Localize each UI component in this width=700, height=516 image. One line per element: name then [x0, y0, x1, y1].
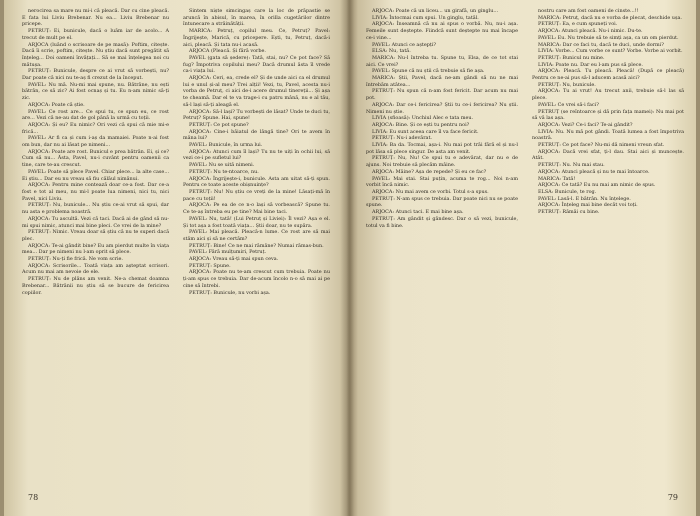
dialogue-paragraph: PAVEL: Mai stai. Stai puțin, acuma te rog... Noi n-am vorbit încă nimic.	[366, 175, 518, 189]
page-number-left: 78	[28, 493, 39, 502]
dialogue-paragraph: ARJOCA (Pleacă. Și fără vorbe.	[189, 48, 266, 55]
book-edge-right	[696, 0, 700, 516]
dialogue-paragraph: ARJOCA: Vreau să-ți mai spun ceva.	[189, 256, 279, 263]
dialogue-paragraph: ARJOCA: Atunci taci. E mai bine așa.	[372, 209, 464, 216]
dialogue-paragraph: PAVEL: Poate să plece Pavel. Chiar plece... la alte case... Ei știu... Dar eu nu vreau să fiu călăul nimănui.	[22, 168, 169, 182]
dialogue-paragraph: ARJOCA: Să-l lași? Tu vorbești de lăsat? Unde te duci tu, Petruț? Spune. Hai, spune!	[183, 108, 330, 122]
dialogue-paragraph: LIVIA: Întocmai cum spui. Un ginglu, tatăl.	[372, 14, 479, 21]
dialogue-paragraph: PAVEL: Ce rost are... Ce spui tu, ce spun eu, ce rost are... Vezi că ne-au dat de gol până la urmă cu toții.	[22, 108, 169, 122]
dialogue-paragraph: MARICA: Dar ce faci tu, dacă te duci, unde dormi?	[538, 41, 664, 48]
dialogue-paragraph: ARJOCA: Cine-i băiatul de lângă tine? Ori te avem în mâna lui?	[183, 128, 330, 142]
left-page-column-1	[22, 8, 169, 480]
dialogue-paragraph: PETRUȚ: Nu-ți fie frică. Ne vom scrie.	[28, 256, 123, 263]
dialogue-paragraph: ARJOCA: Atunci cum îl lași? Tu nu te uiți în ochii lui, să vezi ce-i pe sufletul lui?	[183, 148, 330, 162]
dialogue-paragraph: ARJOCA: Atunci pleacă. Nu-i nimic. Du-te.	[538, 28, 643, 35]
dialogue-paragraph: ARJOCA: Poate nu te-am crescut cum trebuia. Poate nu ți-am spus ce trebuia. Dar de-acum încolo n-o să mai ai pe cine să întrebi.	[183, 269, 330, 289]
dialogue-paragraph: PAVEL: Eu. Nu trebuie să te simți așa, ca un om pierdut.	[538, 34, 679, 41]
dialogue-paragraph: PETRUȚ: Nu! Nu știu ce vreți de la mine! Lăsați-mă în pace cu toții!	[183, 188, 330, 202]
dialogue-paragraph: PETRUȚ: Nu, Nu! Ce spui tu e adevărat, dar nu e de ajuns. Noi trebuie să plecăm mâine.	[366, 155, 518, 169]
dialogue-paragraph: ARJOCA: Tu ai vrut! Au trecut anii, trebuie să-l las să plece.	[532, 88, 684, 102]
dialogue-paragraph: PETRUȚ: Nu, bunicule.	[538, 81, 596, 88]
dialogue-paragraph: PAVEL: Nu mă. Nu-mi mai spune, nu. Bătrâne, nu ești bătrân, ce să zic? Ai fost ocnaș și tu. Eu n-am nimic să-ți zic.	[22, 81, 169, 102]
dialogue-paragraph: PETRUȚ: Ce pot face? Nu-mi dă nimeni vreun sfat.	[538, 142, 665, 149]
dialogue-paragraph: PAVEL: Atunci ce aștepți?	[372, 41, 437, 48]
dialogue-paragraph: PETRUȚ: N-am spus ce trebuia. Dar poate nici nu se poate spune.	[366, 195, 518, 209]
dialogue-paragraph: LIVIA: Ba da. Tocmai, așa-i. Nu mai pot trăi fără el și nu-l pot lăsa să plece singur. De asta am venit.	[366, 142, 518, 155]
right-page-column-2	[532, 8, 684, 480]
dialogue-paragraph: PAVEL: Lasă-l. E bătrân. Nu înțelege.	[538, 195, 631, 202]
dialogue-paragraph: LIVIA: Poate nu. Dar eu l-am pus să plece.	[538, 61, 643, 68]
dialogue-paragraph: PAVEL: Nu, tată! (Lui Petruț și Liviei): Îl vezi? Așa e el. Și tot așa a fost toată viața... Știi doar, nu te supăra.	[183, 215, 330, 229]
dialogue-paragraph: PAVEL: Ar fi ca și cum i-aș da mamaiei. Poate n-ai fost om bun, dar nu ai lăsat pe nimeni...	[22, 135, 169, 149]
dialogue-paragraph: PETRUȚ: Nu spun că n-am fost fericit. Dar acum nu mai pot.	[366, 88, 518, 102]
dialogue-paragraph: ARJOCA: Dar ce-i fericirea? Știi tu ce-i fericirea? Nu știi. Nimeni nu știe.	[366, 101, 518, 115]
dialogue-paragraph: PETRUȚ: Ea, e cum spuneți voi.	[538, 21, 618, 28]
dialogue-paragraph: PETRUȚ: Nu. Nu mai stau.	[538, 162, 605, 169]
dialogue-paragraph: ARJOCA: Poate are rost. Bunicul e prea bătrân. Ei, și ce? Cum să nu... Ăsta, Pavel, nu-i cuvânt pentru oamenii ca tine, care te-au crescut.	[22, 148, 169, 169]
dialogue-paragraph: MARICA: Petruț, dacă nu e vorba de plecat, deschide ușa.	[538, 14, 682, 21]
dialogue-paragraph: ARJOCA: Atunci pleacă și nu te mai întoarce.	[538, 168, 650, 175]
dialogue-paragraph: PETRUȚ: Bunicule, nu vorbi așa.	[189, 289, 271, 296]
dialogue-paragraph: PETRUȚ: Rămâi cu bine.	[538, 209, 600, 216]
dialogue-paragraph: LIVIA: Vorbe... Cum vorbe ce sunt? Vorbe. Vorbe ai vorbit.	[538, 48, 683, 55]
dialogue-paragraph: ARJOCA: Înseamnă că nu ai spus o vorbă. Nu, nu-i așa. Femeile sunt deștepte. Fiindcă sunt deștepte nu mai încape ce-i vine...	[366, 21, 518, 41]
dialogue-paragraph: LIVIA: Eu sunt aceea care îl va face fericit.	[372, 128, 479, 135]
dialogue-paragraph: ARJOCA: Mâine? Așa de repede? Și eu ce fac?	[372, 168, 487, 175]
dialogue-paragraph: PETRUȚ: Nu de plâns am venit. Ne-a chemat doamna Brebenar... Bătrânii nu știu să se bucure de fericirea copiilor.	[22, 276, 169, 296]
dialogue-paragraph: PAVEL (gata să ședere): Tată, stai, nu? Ce pot face? Să fug? Împotriva copilului meu? Dacă drumul ăsta îl vrede ca-i viața lui.	[183, 54, 330, 75]
dialogue-paragraph: ARJOCA: Ceri, ea, crede el? Și de unde aici ca el drumul lui e unul și-al meu? Trei alții! Vezi, tu, Pavel, acesta nu-i vorba de Petruț, ci aici de-i acere drumul tinereții... Și așa te cheamă. Dar el te va trage-i cu patru mână, nu e al tău, să-l lași să-ți aleagă el.	[183, 75, 330, 108]
dialogue-paragraph: ARJOCA: Ce tată? Eu nu mai am nimic de spus.	[538, 182, 656, 189]
dialogue-paragraph: ARJOCA: Pe ea de ce n-o lași să vorbească? Spune tu. Ce te-aș întreba eu pe tine? Mai bine taci.	[183, 202, 330, 216]
dialogue-paragraph: Sintem niște simcingaș care la loc de prăpastie se aruncă în abisul, în marea, în orilla cugetărilor dintre întunecare a străinătății.	[183, 8, 330, 28]
dialogue-paragraph: MARICA: Petruț, copilul meu. Ce, Petruț? Pavel: Îngrijește, Marică, cu pricepere. Ești, tu, Petruț, dacă-i aici, pleacă. Și tata nu-i acasă.	[183, 28, 330, 48]
dialogue-paragraph: PETRUȚ: Spune.	[189, 262, 231, 269]
dialogue-paragraph: ARJOCA: Înțeleg mai bine decât voi toți.	[538, 202, 638, 209]
page-number-right: 79	[667, 493, 678, 502]
right-page	[366, 8, 684, 508]
dialogue-paragraph: ARJOCA: Te-ai gândit bine? Eu am pierdut multe în viața mea... Dar pe nimeni nu l-am oprit să plece.	[22, 242, 169, 256]
dialogue-paragraph: ELSA: Bunicule, te rog.	[538, 188, 597, 195]
dialogue-paragraph: PAVEL: Bunicule, în urma lui.	[189, 142, 263, 149]
dialogue-paragraph: ARJOCA (luând o scrisoare de pe masă): Poftim, citește. Dacă îi scrie, poftim, citește. Nu știu dacă sunt pregătit să înțeleg... Doi oameni învățați... Să se mai înțelegea noi cu mătușa.	[22, 41, 169, 68]
dialogue-paragraph: PETRUȚ: Ei, bunicule, dacă o luăm iar de acolo... A trecut de mult pe el.	[22, 28, 169, 41]
dialogue-paragraph: ARJOCA: Vezi? Ce-i faci? Te-ai gândit?	[538, 121, 633, 128]
dialogue-paragraph: MARICA: Știi, Pavel, dacă ne-am gândi să nu ne mai întrebăm atâtea...	[366, 75, 518, 88]
dialogue-paragraph: LIVIA: Nu. Nu mă pot gândi. Toată lumea a fost împotriva noastră.	[532, 128, 684, 142]
dialogue-paragraph: PETRUȚ: Nu te-ntoarce, nu.	[189, 168, 259, 175]
dialogue-paragraph: ARJOCA: Poate că știe.	[28, 101, 85, 108]
dialogue-paragraph: ARJOCA: Tu ascultă. Vezi că taci. Dacă ai de gând să nu-mi spui nimic, atunci mai bine pleci. Ce vrei de la mine?	[22, 215, 169, 229]
dialogue-paragraph: ARJOCA: Îngrijește-i, bunicule. Asta am uitat să-ți spun. Pentru ce toate aceste obișnuințe?	[183, 175, 330, 189]
dialogue-paragraph: PAVEL: Ce vrei să-i faci?	[538, 101, 599, 108]
dialogue-paragraph: PAVEL: Mai pleacă. Pleacă-n lume. Ce rost are să mai stăm aici și să ne certăm?	[183, 229, 330, 242]
left-page	[22, 8, 330, 508]
book-gutter	[340, 0, 358, 516]
dialogue-paragraph: nerocirea sa mare nu mi-i că pleacă. Dar cu cine pleacă. E fata lui Liviu Brebenar. Nu ea... Liviu Brebenar nu pricepe.	[22, 8, 169, 28]
dialogue-paragraph: PETRUȚ: Nu, bunicule... Nu știu ce-ai vrut să spui, dar nu asta e problema noastră.	[22, 202, 169, 216]
dialogue-paragraph: ARJOCA: Pentru mine contează doar ce-a fost. Dar ce-a fost e tot al meu, nu mi-l poate lua nimeni, nici tu, nici Pavel, nici Liviu.	[22, 182, 169, 202]
dialogue-paragraph: PETRUȚ: Bunicul nu mine.	[538, 54, 605, 61]
right-page-column-1	[366, 8, 518, 480]
dialogue-paragraph: PETRUȚ (se reîntoarce și dă prin fața mamei): Nu mai pot să vă las așa.	[532, 108, 684, 122]
dialogue-paragraph: PETRUȚ: Ce pot spune?	[189, 121, 249, 128]
dialogue-paragraph: PETRUȚ: Nu-i adevărat.	[372, 135, 432, 142]
dialogue-paragraph: MARICA: Tată!	[538, 175, 576, 182]
dialogue-paragraph: PAVEL: Fără mulțumiri, Petruț.	[189, 249, 267, 256]
dialogue-paragraph: PETRUȚ: Am gândit și gândesc. Dar o să vezi, bunicule, totul va fi bine.	[366, 215, 518, 229]
dialogue-paragraph: ARJOCA: Pleacă. Tu pleacă. Pleacă! (După ce pleacă) Pentru ce ne-ai pus să-l aducem acasă aici?	[532, 68, 684, 82]
dialogue-paragraph: ARJOCA: Bine. Și ce ești tu pentru noi?	[372, 121, 470, 128]
dialogue-paragraph: PETRUȚ: Nimic. Vreau doar să știu că nu te superi dacă plec.	[22, 229, 169, 242]
book-edge-left	[0, 0, 4, 516]
dialogue-paragraph: ARJOCA: Și eu? Eu nimic? Ori vezi că spui că mie mi-e frică...	[22, 121, 169, 135]
dialogue-paragraph: PAVEL: Spune că nu știi că trebuie să fie așa.	[372, 68, 485, 75]
left-page-column-2	[183, 8, 330, 480]
dialogue-paragraph: ARJOCA: Nu mai avem ce vorbi. Totul s-a spus.	[372, 188, 489, 195]
dialogue-paragraph: PETRUȚ: Bine! Ce ne mai rămâne? Numai rămas-bun.	[189, 242, 324, 249]
dialogue-paragraph: LIVIA (sfioasă): Unchiul Alec e tata meu.	[372, 115, 474, 122]
dialogue-paragraph: nostru care am fost oameni de cinste...!!	[538, 8, 639, 14]
dialogue-paragraph: PAVEL: Nu se uită nimeni.	[189, 162, 255, 169]
dialogue-paragraph: PETRUȚ: Bunicule, despre ce ai vrut să vorbești, nu? Dar poate că nici nu te-aș fi crezut de la început.	[22, 68, 169, 82]
dialogue-paragraph: MARICA: Nu-l întreba tu. Spune tu, Elsa, de ce tot stai aici. Ce vrei?	[366, 54, 518, 68]
dialogue-paragraph: ARJOCA: Poate că un liceu... un girafă, un ginglu...	[372, 8, 499, 14]
dialogue-paragraph: ARJOCA: Dacă vrei sfat, ți-l dau. Stai aici și muncește. Atât.	[532, 148, 684, 162]
dialogue-paragraph: ELSA: Nu, tată.	[372, 48, 411, 55]
dialogue-paragraph: ARJOCA: Scrisorile... Toată viața am așteptat scrisori. Acum nu mai am nevoie de ele.	[22, 262, 169, 276]
